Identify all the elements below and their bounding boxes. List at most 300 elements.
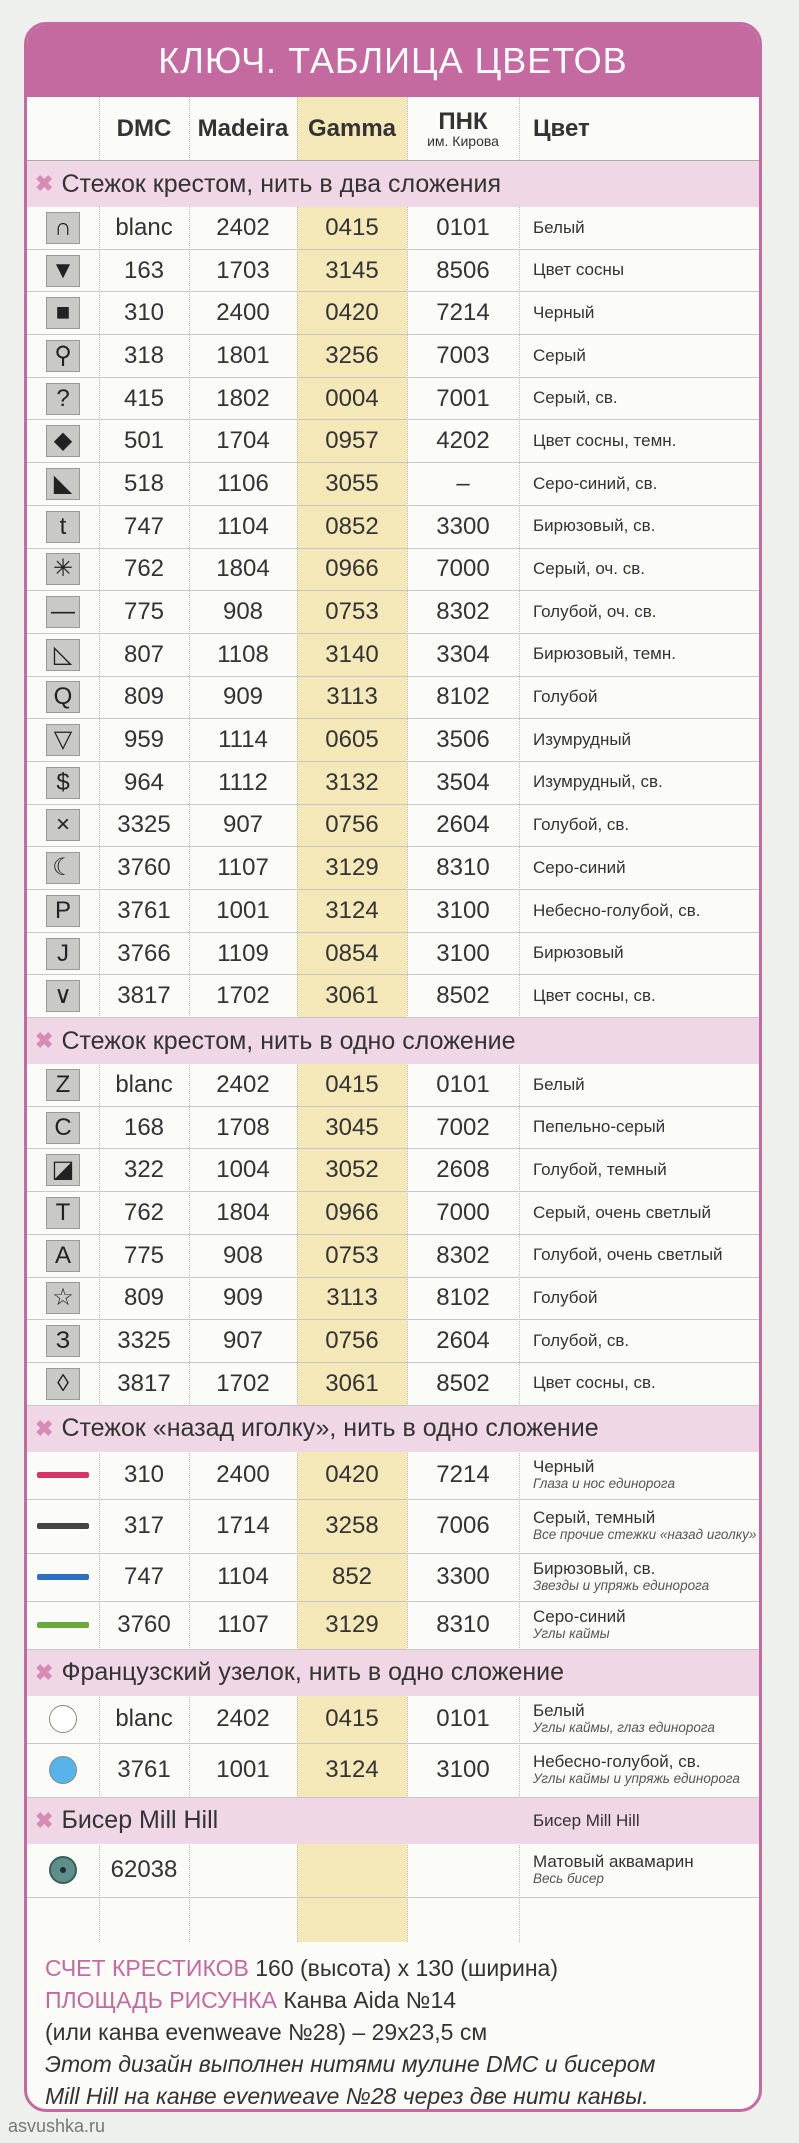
french-knot-icon [49, 1756, 77, 1784]
table-row [27, 463, 759, 506]
pnk-cell: 3300 [436, 512, 490, 540]
color-name: Серый, оч. св. [533, 559, 645, 578]
madeira-cell: 2402 [216, 1705, 270, 1733]
madeira-cell: 1001 [216, 1756, 270, 1784]
table-row [27, 1452, 759, 1500]
color-name-cell [519, 1458, 759, 1492]
table-row [27, 805, 759, 848]
color-name-cell [519, 1853, 759, 1887]
symbol-cell [27, 212, 99, 244]
color-name-cell [519, 1332, 759, 1351]
dmc-cell: 964 [123, 768, 165, 796]
chart-symbol-icon: Q [46, 681, 80, 713]
dmc-cell: 415 [123, 384, 165, 412]
table-row [27, 1554, 759, 1602]
dmc-cell: 747 [123, 1563, 165, 1591]
madeira-cell: 907 [222, 811, 264, 839]
color-name: Серо-синий [533, 1607, 626, 1627]
gamma-cell: 3052 [325, 1156, 379, 1184]
dmc-cell: 518 [123, 469, 165, 497]
table-row [27, 1696, 759, 1744]
dmc-cell: 3760 [117, 1611, 171, 1639]
gamma-cell: 0415 [325, 213, 379, 241]
gamma-cell: 3113 [326, 1284, 378, 1312]
color-name-cell [519, 304, 759, 323]
symbol-cell [27, 895, 99, 927]
chart-symbol-icon: ◺ [46, 639, 80, 671]
symbol-cell [27, 1705, 99, 1733]
dmc-cell: 959 [123, 726, 165, 754]
dmc-cell: 809 [123, 683, 165, 711]
gamma-cell: 3256 [325, 341, 379, 369]
symbol-cell [27, 1325, 99, 1357]
dmc-cell: 3761 [117, 896, 171, 924]
color-name: Голубой, св. [533, 1330, 630, 1350]
chart-symbol-icon: ▽ [46, 724, 80, 756]
color-name: Серо-синий, св. [533, 473, 658, 493]
madeira-cell: 2402 [216, 1070, 270, 1098]
gamma-cell: 3132 [325, 768, 379, 796]
madeira-cell: 1107 [217, 854, 269, 882]
dmc-cell: 775 [123, 598, 165, 626]
color-name: Голубой, св. [533, 815, 630, 835]
color-name: Матовый аквамарин [533, 1852, 694, 1872]
table-row [27, 1363, 759, 1406]
madeira-cell: 1104 [217, 512, 269, 540]
dmc-cell: 310 [123, 1461, 165, 1489]
chart-symbol-icon: ◊ [46, 1368, 80, 1400]
gamma-cell: 3140 [325, 640, 379, 668]
madeira-cell: 1106 [217, 469, 269, 497]
section-marker-icon: ✖ [35, 1807, 54, 1833]
symbol-cell [27, 383, 99, 415]
color-key-card [24, 22, 762, 2112]
pnk-cell: 2608 [436, 1156, 490, 1184]
chart-symbol-icon: З [46, 1325, 80, 1357]
gamma-cell: 3258 [325, 1512, 379, 1540]
table-row [27, 762, 759, 805]
madeira-cell: 1708 [216, 1113, 270, 1141]
symbol-cell [27, 255, 99, 287]
gamma-cell: 3129 [325, 854, 379, 882]
table-row [27, 420, 759, 463]
dmc-cell: 310 [123, 299, 165, 327]
color-name: Цвет сосны, св. [533, 1373, 656, 1393]
pnk-cell: 2604 [436, 1327, 490, 1355]
pnk-cell: 0101 [436, 213, 490, 241]
section-title: Стежок крестом, нить в два сложения [61, 169, 501, 198]
section-title: Стежок «назад иголку», нить в одно сложение [61, 1414, 599, 1443]
bead-icon [49, 1856, 77, 1884]
madeira-cell: 2400 [216, 1461, 270, 1489]
symbol-cell [27, 724, 99, 756]
chart-symbol-icon: ◣ [46, 468, 80, 500]
header-madeira: Madeira [197, 114, 289, 142]
table-row [27, 719, 759, 762]
dmc-cell: 809 [123, 1284, 165, 1312]
chart-symbol-icon: ◪ [46, 1154, 80, 1186]
table-row [27, 634, 759, 677]
page-title: КЛЮЧ. ТАБЛИЦА ЦВЕТОВ [27, 25, 759, 97]
dmc-cell: 168 [123, 1113, 165, 1141]
color-name-cell [519, 1076, 759, 1095]
color-name-cell [519, 987, 759, 1006]
symbol-cell [27, 1282, 99, 1314]
backstitch-line-icon [37, 1523, 89, 1529]
symbol-cell [27, 681, 99, 713]
madeira-cell: 1114 [218, 726, 268, 754]
pnk-cell: 7003 [436, 341, 490, 369]
footer [27, 1942, 762, 2112]
pnk-cell: 7214 [436, 299, 490, 327]
symbol-cell [27, 596, 99, 628]
table-row [27, 1844, 759, 1898]
color-name-cell [519, 219, 759, 238]
section-title: Французский узелок, нить в одно сложение [61, 1658, 565, 1687]
color-name: Бирюзовый [533, 943, 624, 963]
madeira-cell: 1109 [217, 939, 269, 967]
madeira-cell: 909 [222, 1284, 264, 1312]
chart-symbol-icon: ✳ [46, 553, 80, 585]
madeira-cell: 1004 [216, 1156, 270, 1184]
madeira-cell: 1702 [216, 1369, 270, 1397]
dmc-cell: 807 [123, 640, 165, 668]
pnk-cell: 8502 [436, 1369, 490, 1397]
color-name: Бирюзовый, св. [533, 516, 656, 536]
pnk-cell: 3506 [436, 726, 490, 754]
usage-note: Весь бисер [533, 1870, 604, 1886]
dmc-cell: 62038 [110, 1856, 178, 1884]
dmc-cell: 762 [123, 1198, 165, 1226]
symbol-cell [27, 1069, 99, 1101]
table-row [27, 378, 759, 421]
color-name-cell [519, 475, 759, 494]
usage-note: Углы каймы, глаз единорога [533, 1719, 715, 1735]
symbol-cell [27, 938, 99, 970]
symbol-cell [27, 1756, 99, 1784]
symbol-cell [27, 468, 99, 500]
section-marker-icon: ✖ [35, 1028, 54, 1054]
pnk-cell: 8302 [436, 1241, 490, 1269]
symbol-cell [27, 980, 99, 1012]
madeira-cell: 1107 [217, 1611, 269, 1639]
color-name-cell [519, 1560, 759, 1594]
usage-note: Глаза и нос единорога [533, 1475, 675, 1491]
madeira-cell: 1108 [217, 640, 269, 668]
color-name-cell [519, 560, 759, 579]
color-name-cell [519, 603, 759, 622]
gamma-cell: 0753 [325, 1241, 379, 1269]
section-marker-icon: ✖ [35, 1659, 54, 1685]
gamma-cell: 0854 [325, 939, 379, 967]
symbol-cell [27, 1856, 99, 1884]
madeira-cell: 1804 [216, 555, 270, 583]
dmc-cell: blanc [115, 1705, 173, 1733]
chart-symbol-icon: P [46, 895, 80, 927]
pnk-cell: 3300 [436, 1563, 490, 1591]
dmc-cell: 501 [123, 427, 165, 455]
table-row [27, 1107, 759, 1150]
section-header [27, 161, 759, 207]
madeira-cell: 908 [222, 1241, 264, 1269]
color-name-cell [519, 902, 759, 921]
symbol-cell [27, 1622, 99, 1628]
table-row [27, 1064, 759, 1107]
color-name-cell [519, 773, 759, 792]
color-name: Бирюзовый, св. [533, 1559, 656, 1579]
madeira-cell: 1703 [216, 256, 270, 284]
table-row [27, 1149, 759, 1192]
table-row [27, 1500, 759, 1554]
chart-symbol-icon: t [46, 511, 80, 543]
color-name-cell [519, 1509, 759, 1543]
chart-symbol-icon: $ [46, 767, 80, 799]
dmc-cell: blanc [115, 213, 173, 241]
madeira-cell: 909 [222, 683, 264, 711]
gamma-cell: 0415 [325, 1070, 379, 1098]
color-name-cell [519, 389, 759, 408]
pnk-cell: 7214 [436, 1461, 490, 1489]
gamma-cell: 3055 [325, 469, 379, 497]
gamma-cell: 0756 [325, 1327, 379, 1355]
color-name-cell [519, 1246, 759, 1265]
pnk-cell: 8102 [436, 1284, 490, 1312]
color-name: Голубой [533, 1288, 598, 1307]
color-name: Черный [533, 302, 595, 322]
dmc-cell: 318 [123, 341, 165, 369]
table-row [27, 1278, 759, 1321]
section-title: Стежок крестом, нить в одно сложение [61, 1026, 516, 1055]
table-row [27, 335, 759, 378]
pnk-cell: 7000 [436, 1198, 490, 1226]
chart-symbol-icon: ◆ [46, 425, 80, 457]
backstitch-line-icon [37, 1622, 89, 1628]
color-name: Цвет сосны, св. [533, 985, 656, 1005]
gamma-cell: 0420 [325, 299, 379, 327]
madeira-cell: 908 [222, 598, 264, 626]
chart-symbol-icon: Z [46, 1069, 80, 1101]
pnk-cell: 8310 [436, 854, 490, 882]
section-title-right: Бисер Mill Hill [533, 1810, 640, 1830]
dmc-cell: 317 [123, 1512, 165, 1540]
header-pnk-sub: им. Кирова [427, 132, 499, 149]
dmc-cell: 775 [123, 1241, 165, 1269]
site-watermark: asvushka.ru [8, 2116, 106, 2136]
color-name: Серый, св. [533, 388, 618, 408]
backstitch-line-icon [37, 1574, 89, 1580]
chart-symbol-icon: ■ [46, 297, 80, 329]
color-name-cell [519, 1753, 759, 1787]
color-name: Пепельно-серый [533, 1117, 666, 1137]
pnk-cell: 7002 [436, 1113, 490, 1141]
usage-note: Углы каймы и упряжь единорога [533, 1770, 740, 1786]
pnk-cell: 0101 [436, 1705, 490, 1733]
section-marker-icon: ✖ [35, 1415, 54, 1441]
french-knot-icon [49, 1705, 77, 1733]
madeira-cell: 1801 [216, 341, 270, 369]
color-name-cell [519, 1118, 759, 1137]
dmc-cell: 747 [123, 512, 165, 540]
gamma-cell: 0420 [325, 1461, 379, 1489]
table-row [27, 847, 759, 890]
chart-symbol-icon: T [46, 1197, 80, 1229]
symbol-cell [27, 1574, 99, 1580]
dmc-cell: 163 [123, 256, 165, 284]
symbol-cell [27, 767, 99, 799]
header-color: Цвет [533, 114, 590, 142]
color-name: Серо-синий [533, 857, 626, 877]
color-name: Серый, темный [533, 1508, 656, 1528]
table-row [27, 1320, 759, 1363]
symbol-cell [27, 852, 99, 884]
pnk-cell: 2604 [436, 811, 490, 839]
gamma-cell: 0852 [325, 512, 379, 540]
pnk-cell: 7006 [436, 1512, 490, 1540]
symbol-cell [27, 1154, 99, 1186]
pnk-cell: 0101 [436, 1070, 490, 1098]
section-header [27, 1798, 759, 1844]
color-name: Голубой, оч. св. [533, 601, 657, 621]
color-name: Серый, очень светлый [533, 1202, 711, 1222]
gamma-cell: 0966 [325, 555, 379, 583]
gamma-cell: 0756 [325, 811, 379, 839]
pnk-cell: 3504 [436, 768, 490, 796]
dmc-cell: 762 [123, 555, 165, 583]
section-title: Бисер Mill Hill [61, 1806, 219, 1835]
section-header [27, 1018, 759, 1064]
section-header [27, 1406, 759, 1452]
pnk-cell: 3304 [436, 640, 490, 668]
chart-symbol-icon: ⚲ [46, 340, 80, 372]
area-value: Канва Aida №14 [283, 1987, 457, 2013]
color-name-cell [519, 1289, 759, 1308]
gamma-cell: 3124 [325, 896, 379, 924]
color-name-cell [519, 731, 759, 750]
dmc-cell: 3761 [117, 1756, 171, 1784]
gamma-cell: 0004 [325, 384, 379, 412]
note-line-2: Mill Hill на канве evenweave №28 через две нити канвы. [45, 2083, 649, 2109]
area-alt: (или канва evenweave №28) – 29x23,5 см [45, 2019, 488, 2045]
chart-symbol-icon: A [46, 1240, 80, 1272]
color-name: Бирюзовый, темн. [533, 644, 676, 664]
pnk-cell: 4202 [436, 427, 490, 455]
color-name: Серый [533, 345, 586, 365]
chart-symbol-icon: × [46, 809, 80, 841]
count-value: 160 (высота) x 130 (ширина) [255, 1955, 558, 1981]
usage-note: Все прочие стежки «назад иголку» [533, 1526, 757, 1542]
color-name: Небесно-голубой, св. [533, 1752, 701, 1772]
madeira-cell: 1104 [217, 1563, 269, 1591]
table-row [27, 890, 759, 933]
table-row [27, 591, 759, 634]
color-name-cell [519, 261, 759, 280]
chart-symbol-icon: ☾ [46, 852, 80, 884]
section-header [27, 1650, 759, 1696]
gamma-cell: 3129 [325, 1611, 379, 1639]
usage-note: Звезды и упряжь единорога [533, 1577, 710, 1593]
symbol-cell [27, 639, 99, 671]
header-gamma: Gamma [307, 114, 397, 142]
pnk-cell: 8310 [436, 1611, 490, 1639]
count-label: СЧЕТ КРЕСТИКОВ [45, 1955, 249, 1981]
symbol-cell [27, 1197, 99, 1229]
backstitch-line-icon [37, 1472, 89, 1478]
gamma-cell: 3061 [325, 1369, 379, 1397]
gamma-cell: 3061 [325, 982, 379, 1010]
pnk-cell: – [456, 469, 470, 497]
madeira-cell: 907 [222, 1327, 264, 1355]
madeira-cell: 2400 [216, 299, 270, 327]
table-row [27, 975, 759, 1018]
symbol-cell [27, 511, 99, 543]
dmc-cell: 3817 [117, 982, 171, 1010]
note-line-1: Этот дизайн выполнен нитями мулине DMC и бисером [45, 2051, 656, 2077]
gamma-cell: 0966 [325, 1198, 379, 1226]
pnk-cell: 8506 [436, 256, 490, 284]
color-name: Белый [533, 1701, 585, 1721]
symbol-cell [27, 340, 99, 372]
gamma-cell: 3045 [325, 1113, 379, 1141]
color-name-cell [519, 816, 759, 835]
symbol-cell [27, 425, 99, 457]
chart-symbol-icon: ∩ [46, 212, 80, 244]
header-pnk-label: ПНК [438, 107, 488, 135]
chart-symbol-icon: ∨ [46, 980, 80, 1012]
pnk-cell: 3100 [436, 896, 490, 924]
madeira-cell: 1714 [216, 1512, 270, 1540]
madeira-cell: 1804 [216, 1198, 270, 1226]
symbol-cell [27, 1523, 99, 1529]
gamma-cell: 0957 [325, 427, 379, 455]
color-name: Голубой [533, 687, 598, 707]
table-row [27, 677, 759, 720]
symbol-cell [27, 1112, 99, 1144]
color-name-cell [519, 1374, 759, 1393]
table-row [27, 1744, 759, 1798]
color-name-cell [519, 1204, 759, 1223]
table-row [27, 933, 759, 976]
madeira-cell: 1704 [216, 427, 270, 455]
table-row [27, 292, 759, 335]
header-pnk [407, 107, 519, 149]
color-name-cell [519, 1161, 759, 1180]
dmc-cell: 3325 [117, 811, 171, 839]
symbol-cell [27, 809, 99, 841]
table-body [27, 161, 759, 1898]
symbol-cell [27, 553, 99, 585]
madeira-cell: 1802 [216, 384, 270, 412]
symbol-cell [27, 1240, 99, 1272]
table-row [27, 250, 759, 293]
color-name: Цвет сосны [533, 260, 625, 280]
dmc-cell: 3766 [117, 939, 171, 967]
dmc-cell: 3325 [117, 1327, 171, 1355]
color-name: Голубой, очень светлый [533, 1245, 723, 1265]
color-name-cell [519, 517, 759, 536]
gamma-cell: 3113 [326, 683, 378, 711]
gamma-cell: 0415 [325, 1705, 379, 1733]
color-name: Черный [533, 1457, 595, 1477]
pnk-cell: 3100 [436, 1756, 490, 1784]
pnk-cell: 7001 [436, 384, 490, 412]
symbol-cell [27, 1472, 99, 1478]
chart-symbol-icon: ▼ [46, 255, 80, 287]
color-name: Голубой, темный [533, 1159, 667, 1179]
gamma-cell: 0605 [325, 726, 379, 754]
chart-symbol-icon: J [46, 938, 80, 970]
pnk-cell: 7000 [436, 555, 490, 583]
usage-note: Углы каймы [533, 1625, 610, 1641]
